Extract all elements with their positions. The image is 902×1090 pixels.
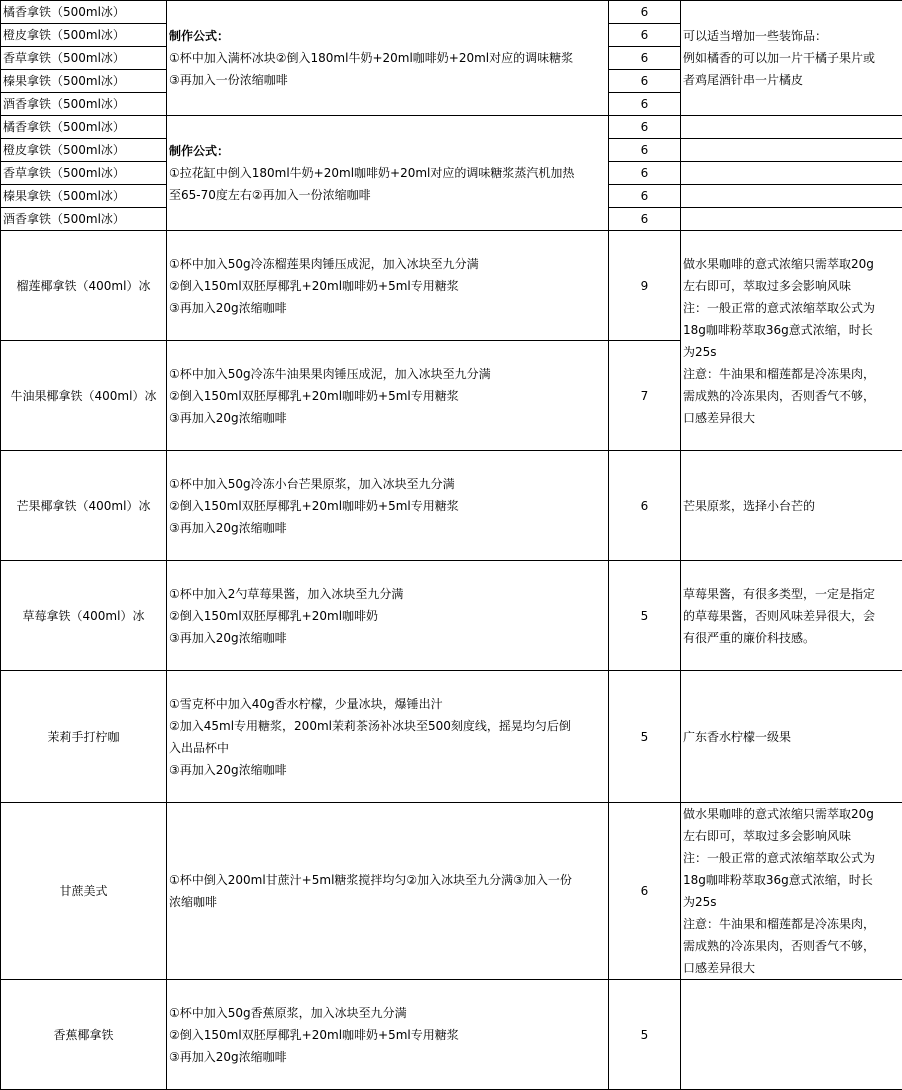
recipe-cell [167,231,609,341]
recipe-cell [167,341,609,451]
drink-name-cell: 香蕉椰拿铁 [1,980,167,1090]
note-cell [681,803,902,980]
recipe-cell [167,980,609,1090]
recipe-line: ①拉花缸中倒入180ml牛奶+20ml咖啡奶+20ml对应的调味糖浆蒸汽机加热 [169,162,606,184]
recipe-line: ①杯中倒入200ml甘蔗汁+5ml糖浆搅拌均匀②加入冰块至九分满③加入一份 [169,869,606,891]
price-cell: 6 [609,139,681,162]
drink-name-cell: 草莓拿铁（400ml）冰 [1,561,167,671]
note-line: 做水果咖啡的意式浓缩只需萃取20g [683,803,900,825]
table-row [1,671,902,803]
drink-name-cell: 橙皮拿铁（500ml冰） [1,139,167,162]
price-cell: 5 [609,980,681,1090]
recipe-cell [167,561,609,671]
note-cell [681,208,902,231]
note-line: 左右即可，萃取过多会影响风味 [683,825,900,847]
note-line: 注：一般正常的意式浓缩萃取公式为 [683,297,900,319]
note-line: 左右即可，萃取过多会影响风味 [683,275,900,297]
note-line: 的草莓果酱，否则风味差异很大，会 [683,605,900,627]
recipe-line: ③再加入20g浓缩咖啡 [169,759,606,781]
note-line: 需成熟的冷冻果肉，否则香气不够， [683,385,900,407]
note-line: 口感差异很大 [683,957,900,979]
recipe-line: ③再加入20g浓缩咖啡 [169,407,606,429]
note-cell [681,671,902,803]
drink-name-cell: 榴莲椰拿铁（400ml）冰 [1,231,167,341]
note-line: 可以适当增加一些装饰品： [683,25,900,47]
price-cell: 6 [609,162,681,185]
note-cell [681,185,902,208]
note-cell [681,116,902,139]
note-line: 者鸡尾酒针串一片橘皮 [683,69,900,91]
price-cell: 7 [609,341,681,451]
recipe-line: 浓缩咖啡 [169,891,606,913]
drink-name-cell: 香草拿铁（500ml冰） [1,162,167,185]
recipe-line: ①杯中加入2勺草莓果酱，加入冰块至九分满 [169,583,606,605]
note-line: 18g咖啡粉萃取36g意式浓缩，时长 [683,869,900,891]
note-line: 为25s [683,341,900,363]
price-cell: 6 [609,185,681,208]
price-cell: 6 [609,93,681,116]
recipe-line: ③再加入20g浓缩咖啡 [169,517,606,539]
recipe-line: ①雪克杯中加入40g香水柠檬，少量冰块，爆锤出汁 [169,693,606,715]
recipe-line: ②倒入150ml双胚厚椰乳+20ml咖啡奶+5ml专用糖浆 [169,1024,606,1046]
table-row [1,803,902,980]
note-line: 注意：牛油果和榴莲都是冷冻果肉， [683,363,900,385]
note-cell [681,561,902,671]
note-line: 18g咖啡粉萃取36g意式浓缩，时长 [683,319,900,341]
price-cell: 6 [609,803,681,980]
note-cell [681,1,902,116]
recipe-line: ③再加入20g浓缩咖啡 [169,1046,606,1068]
recipe-line: ②倒入150ml双胚厚椰乳+20ml咖啡奶+5ml专用糖浆 [169,385,606,407]
drink-name-cell: 榛果拿铁（500ml冰） [1,185,167,208]
recipe-cell [167,803,609,980]
note-cell [681,139,902,162]
drink-name-cell: 橘香拿铁（500ml冰） [1,1,167,24]
recipe-line: ①杯中加入满杯冰块②倒入180ml牛奶+20ml咖啡奶+20ml对应的调味糖浆 [169,47,606,69]
recipe-line: 至65-70度左右②再加入一份浓缩咖啡 [169,184,606,206]
note-line: 注意：牛油果和榴莲都是冷冻果肉， [683,913,900,935]
note-line: 做水果咖啡的意式浓缩只需萃取20g [683,253,900,275]
note-line: 注：一般正常的意式浓缩萃取公式为 [683,847,900,869]
note-cell [681,451,902,561]
table-row [1,116,902,139]
recipe-line: 入出品杯中 [169,737,606,759]
price-cell: 6 [609,47,681,70]
note-line: 有很严重的廉价科技感。 [683,627,900,649]
recipe-line: ②倒入150ml双胚厚椰乳+20ml咖啡奶+5ml专用糖浆 [169,495,606,517]
price-cell: 9 [609,231,681,341]
recipe-line: ②倒入150ml双胚厚椰乳+20ml咖啡奶+5ml专用糖浆 [169,275,606,297]
note-line: 需成熟的冷冻果肉，否则香气不够， [683,935,900,957]
note-line: 例如橘香的可以加一片干橘子果片或 [683,47,900,69]
recipe-line: ①杯中加入50g香蕉原浆，加入冰块至九分满 [169,1002,606,1024]
drink-name-cell: 酒香拿铁（500ml冰） [1,93,167,116]
drink-name-cell: 甘蔗美式 [1,803,167,980]
note-line: 广东香水柠檬一级果 [683,726,900,748]
recipe-line: ①杯中加入50g冷冻榴莲果肉锤压成泥，加入冰块至九分满 [169,253,606,275]
recipe-cell [167,671,609,803]
drink-name-cell: 榛果拿铁（500ml冰） [1,70,167,93]
table-row [1,561,902,671]
drink-name-cell: 香草拿铁（500ml冰） [1,47,167,70]
price-cell: 6 [609,451,681,561]
price-cell: 6 [609,1,681,24]
recipe-line: ①杯中加入50g冷冻小台芒果原浆，加入冰块至九分满 [169,473,606,495]
price-cell: 5 [609,561,681,671]
drink-name-cell: 牛油果椰拿铁（400ml）冰 [1,341,167,451]
price-cell: 6 [609,116,681,139]
recipe-title: 制作公式： [169,25,606,47]
drink-name-cell: 橘香拿铁（500ml冰） [1,116,167,139]
recipe-line: ②加入45ml专用糖浆，200ml茉莉茶汤补冰块至500刻度线，摇晃均匀后倒 [169,715,606,737]
table-row [1,451,902,561]
note-line: 草莓果酱，有很多类型，一定是指定 [683,583,900,605]
drink-name-cell: 茉莉手打柠咖 [1,671,167,803]
recipe-line: ②倒入150ml双胚厚椰乳+20ml咖啡奶 [169,605,606,627]
recipe-cell [167,451,609,561]
note-cell [681,231,902,451]
recipe-line: ③再加入一份浓缩咖啡 [169,69,606,91]
note-line: 为25s [683,891,900,913]
drink-name-cell: 酒香拿铁（500ml冰） [1,208,167,231]
recipe-cell [167,1,609,116]
note-cell [681,980,902,1090]
table-row [1,231,902,341]
recipe-line: ③再加入20g浓缩咖啡 [169,297,606,319]
price-cell: 6 [609,70,681,93]
note-line: 芒果原浆，选择小台芒的 [683,495,900,517]
drink-name-cell: 芒果椰拿铁（400ml）冰 [1,451,167,561]
price-cell: 5 [609,671,681,803]
price-cell: 6 [609,24,681,47]
recipe-title: 制作公式： [169,140,606,162]
recipe-line: ③再加入20g浓缩咖啡 [169,627,606,649]
note-cell [681,162,902,185]
recipe-cell [167,116,609,231]
table-row [1,980,902,1090]
table-row [1,1,902,24]
drink-name-cell: 橙皮拿铁（500ml冰） [1,24,167,47]
note-line: 口感差异很大 [683,407,900,429]
recipe-line: ①杯中加入50g冷冻牛油果果肉锤压成泥，加入冰块至九分满 [169,363,606,385]
price-cell: 6 [609,208,681,231]
